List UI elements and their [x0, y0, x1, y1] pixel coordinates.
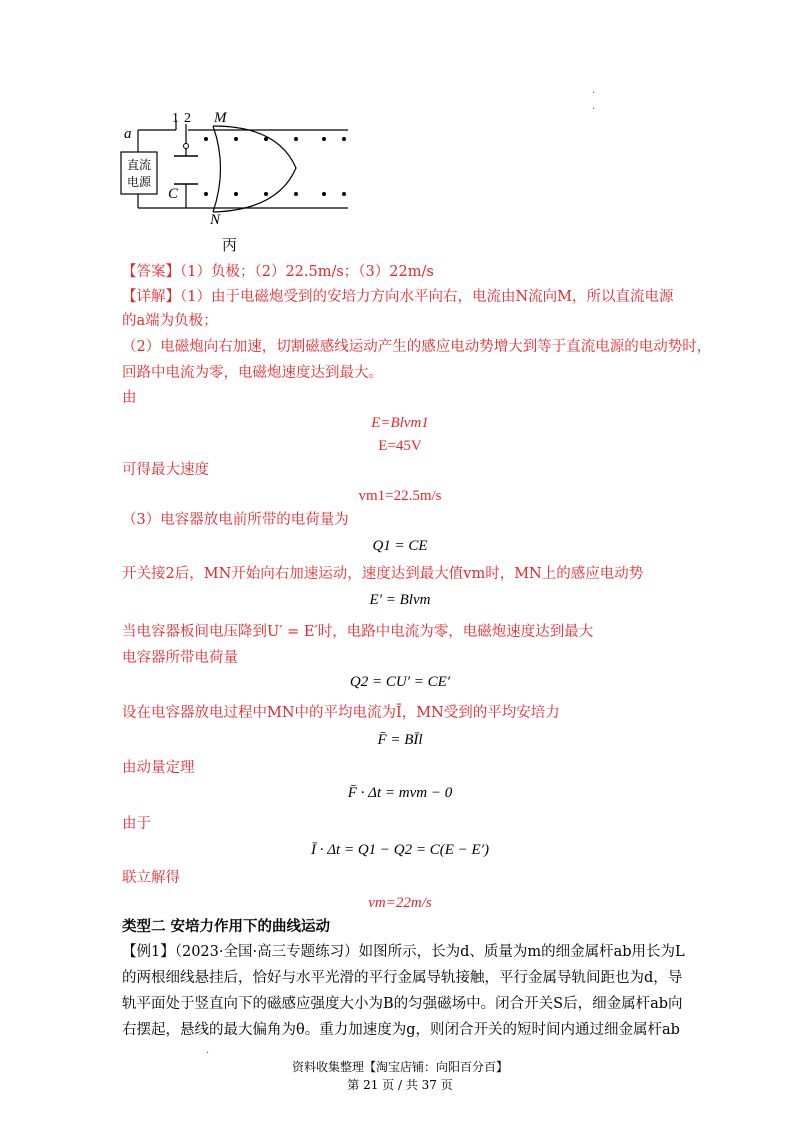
section-heading: 类型二 安培力作用下的曲线运动	[122, 918, 331, 935]
answer-line: 【答案】（1）负极；（2）22.5m/s；（3）22m/s	[122, 264, 434, 280]
example-line: 【例1】（2023·全国·高三专题练习）如图所示，长为d、质量为m的细金属杆ab用长为L	[122, 944, 685, 960]
text-line: 由	[122, 390, 137, 406]
text-line: 可得最大速度	[122, 462, 209, 478]
text-line: （3）电容器放电前所带的电荷量为	[122, 512, 349, 528]
detail-line: 的a端为负极；	[122, 313, 218, 329]
decor-dot: ·	[592, 88, 596, 99]
equation-4: Q1 = CE	[372, 538, 428, 554]
text-line: 电容器所带电荷量	[122, 650, 238, 666]
equation-10: vm=22m/s	[368, 895, 432, 911]
label-a: a	[124, 126, 132, 142]
equation-1: E=Blvm1	[371, 415, 429, 431]
label-1: 1	[172, 111, 179, 126]
switch-pivot	[184, 144, 189, 149]
circuit-diagram	[118, 108, 358, 258]
source-label-2: 电源	[126, 175, 152, 189]
example-line: 轨平面处于竖直向下的磁感应强度大小为B的匀强磁场中。闭合开关S后，细金属杆ab向	[122, 996, 683, 1012]
example-line: 的两根细线悬挂后，恰好与水平光滑的平行金属导轨接触，平行金属导轨间距也为d，导	[122, 970, 683, 986]
detail-line: （2）电磁炮向右加速，切割磁感线运动产生的感应电动势增大到等于直流电源的电动势时，	[122, 339, 712, 355]
text-line: 联立解得	[122, 870, 180, 886]
label-M: M	[214, 110, 227, 126]
footer-source: 资料收集整理【淘宝店铺：向阳百分百】	[291, 1060, 508, 1074]
label-2: 2	[184, 111, 191, 126]
projectile-arc	[213, 126, 296, 212]
figure-caption: 丙	[222, 238, 238, 254]
equation-7: F̄ = BĪl	[377, 732, 423, 748]
detail-line: 回路中电流为零，电磁炮速度达到最大。	[122, 365, 383, 381]
label-C: C	[168, 186, 179, 202]
source-label-1: 直流	[126, 158, 152, 172]
example-line: 右摆起，悬线的最大偏角为θ。重力加速度为g，则闭合开关的短时间内通过细金属杆ab	[122, 1022, 680, 1038]
text-line: 开关接2后，MN开始向右加速运动，速度达到最大值vm时，MN上的感应电动势	[122, 566, 644, 582]
label-N: N	[210, 212, 221, 228]
decor-dot: ·	[592, 104, 596, 115]
decor-dot: ·	[206, 1048, 210, 1059]
field-dots	[204, 137, 346, 196]
equation-5: E′ = Blvm	[369, 592, 431, 608]
text-line: 由于	[122, 816, 151, 832]
footer-page-number: 第 21 页 / 共 37 页	[347, 1078, 453, 1092]
text-line: 当电容器板间电压降到U′ = E′时，电路中电流为零，电磁炮速度达到最大	[122, 624, 594, 640]
projectile-rod	[213, 126, 221, 212]
equation-9: Ī · Δt = Q1 − Q2 = C(E − E′)	[311, 842, 489, 858]
text-line: 由动量定理	[122, 760, 195, 776]
equation-2: E=45V	[378, 438, 422, 454]
equation-3: vm1=22.5m/s	[358, 488, 442, 504]
detail-line: 【详解】（1）由于电磁炮受到的安培力方向水平向右，电流由N流向M，所以直流电源	[122, 289, 674, 305]
equation-8: F̄ · Δt = mvm − 0	[347, 785, 453, 801]
text-line: 设在电容器放电过程中MN中的平均电流为Ī，MN受到的平均安培力	[122, 705, 560, 721]
equation-6: Q2 = CU′ = CE′	[349, 674, 451, 690]
